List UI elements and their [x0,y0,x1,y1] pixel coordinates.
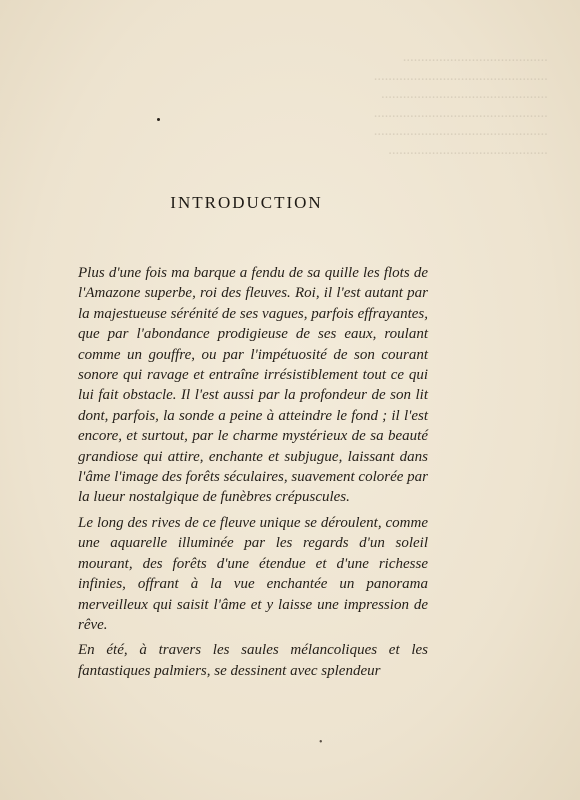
paragraph: Le long des rives de ce fleuve unique se déroulent, comme une aquarelle illuminée par les regards d'un soleil mourant, des forêts d'une étendue et d'une richesse infinies, offrant à la vue enchantée un panorama merveilleux qui saisit l'âme et y laisse une impression de rêve. [78,514,428,633]
chapter-title: INTRODUCTION [170,193,323,212]
footer-mark: • [319,737,323,748]
ink-speck [157,118,160,121]
body-text [78,263,428,686]
paragraph: En été, à travers les saules mélancoliques et les fantastiques palmiers, se dessinent avec splendeur [78,642,428,679]
paragraph: Plus d'une fois ma barque a fendu de sa quille les flots de l'Amazone superbe, roi des fleuves. Roi, il l'est autant par la majestueuse sérénité de ses vagues, parfois effrayantes, que par l'abondance prodigieuse de ses eaux, roulant comme un gouffre, ou par l'impétuosité de son courant sonore qui ravage et entraîne irrésistiblement tout ce qui lui fait obstacle. Il l'est aussi par la profondeur de son lit dont, parfois, la sonde a peine à atteindre le fond ; il l'est encore, et surtout, par le charme mystérieux de sa beauté grandiose qui attire, enchante et subjugue, laissant dans l'âme l'image des forêts séculaires, suavement colorée par la lueur nostalgique de funèbres crépuscules. [78,265,428,506]
bleed-through-texture: ········································ ················································ ·············································· ················································ ················································ ············································ [374,53,548,162]
